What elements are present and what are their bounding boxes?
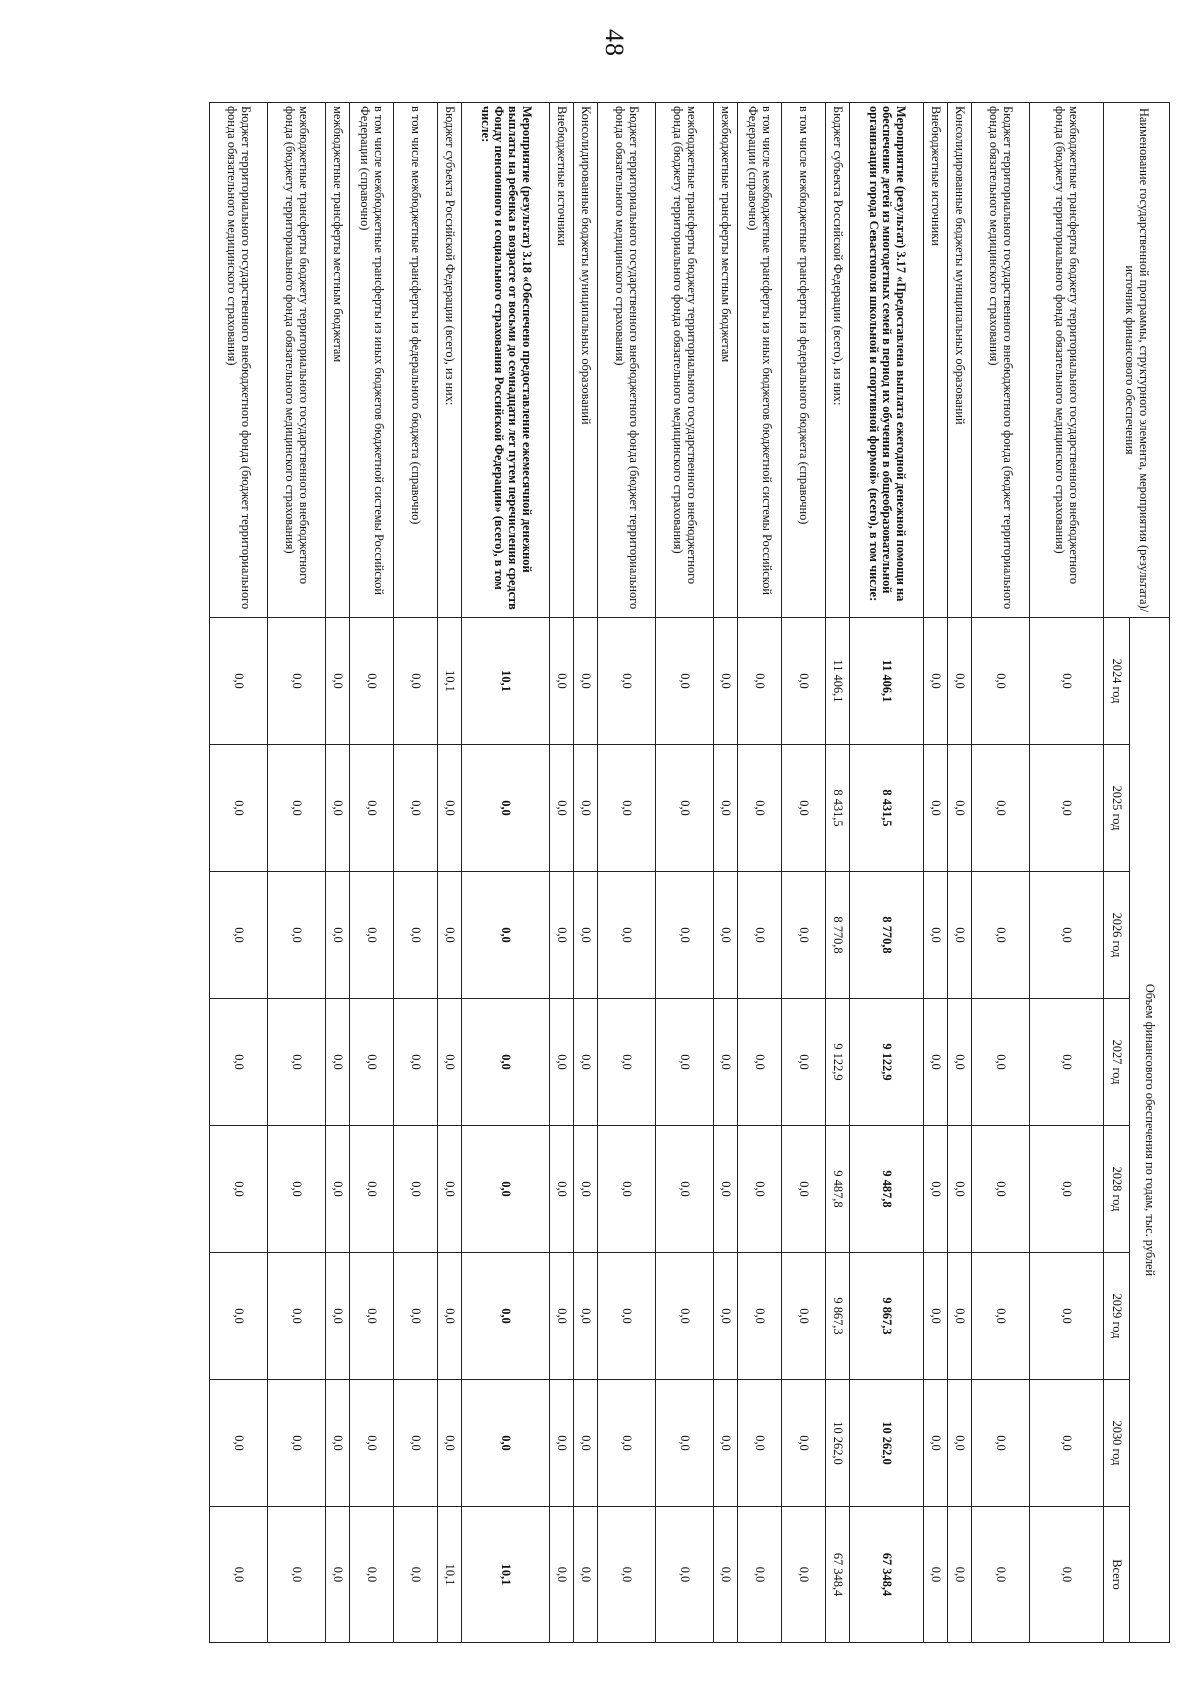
row-value-cell: 0,0 [394,999,438,1126]
row-value-cell: 0,0 [394,1380,438,1507]
row-value-cell: 0,0 [598,872,656,999]
row-total-cell: 67 348,4 [826,1507,850,1643]
row-name-cell: в том числе межбюджетные трансферты из иных бюджетов бюджетной системы Российской Федерации (справочно) [350,103,394,618]
row-value-cell: 0,0 [1030,999,1104,1126]
row-value-cell: 0,0 [462,1253,550,1380]
row-value-cell: 0,0 [438,745,462,872]
row-name-cell: Бюджет территориального государственного внебюджетного фонда (бюджет территориального фонда обязательного медицинского страхования) [598,103,656,618]
table-row [598,103,656,1643]
row-total-cell: 0,0 [210,1507,268,1643]
row-total-cell: 67 348,4 [850,1507,924,1643]
row-value-cell: 0,0 [972,1253,1030,1380]
row-name-cell: Бюджет субъекта Российской Федерации (всего), из них: [438,103,462,618]
row-value-cell: 0,0 [972,745,1030,872]
row-value-cell: 0,0 [656,999,714,1126]
table-row [326,103,350,1643]
row-value-cell: 0,0 [394,618,438,745]
row-value-cell: 0,0 [1030,1253,1104,1380]
row-value-cell: 0,0 [714,618,738,745]
row-value-cell: 0,0 [1030,1380,1104,1507]
row-value-cell: 0,0 [948,1380,972,1507]
row-value-cell: 0,0 [550,1253,574,1380]
row-value-cell: 0,0 [574,872,598,999]
row-value-cell: 0,0 [462,745,550,872]
row-value-cell: 0,0 [598,618,656,745]
row-value-cell: 0,0 [598,1380,656,1507]
row-value-cell: 0,0 [394,1253,438,1380]
row-name-cell: Бюджет территориального государственного внебюджетного фонда (бюджет территориального фонда обязательного медицинского страхования) [210,103,268,618]
row-value-cell: 0,0 [738,999,782,1126]
row-total-cell: 0,0 [550,1507,574,1643]
row-value-cell: 0,0 [1030,1126,1104,1253]
row-value-cell: 0,0 [210,745,268,872]
row-value-cell: 0,0 [924,1253,948,1380]
row-value-cell: 0,0 [972,1126,1030,1253]
row-value-cell: 0,0 [948,999,972,1126]
row-value-cell: 0,0 [656,1253,714,1380]
row-value-cell: 0,0 [714,745,738,872]
table-row [924,103,948,1643]
row-value-cell: 11 406,1 [826,618,850,745]
row-value-cell: 0,0 [738,1380,782,1507]
row-value-cell: 10 262,0 [826,1380,850,1507]
table-row [782,103,826,1643]
row-value-cell: 0,0 [924,745,948,872]
table-row [656,103,714,1643]
row-value-cell: 0,0 [268,1253,326,1380]
row-name-cell: межбюджетные трансферты местным бюджетам [714,103,738,618]
row-value-cell: 0,0 [438,1126,462,1253]
row-total-cell: 0,0 [924,1507,948,1643]
row-total-cell: 0,0 [574,1507,598,1643]
row-value-cell: 0,0 [438,872,462,999]
row-value-cell: 0,0 [268,1380,326,1507]
finance-table [209,102,1170,1643]
row-name-cell: Бюджет территориального государственного внебюджетного фонда (бюджет территориального фонда обязательного медицинского страхования) [972,103,1030,618]
row-name-cell: межбюджетные трансферты бюджету территориального государственного внебюджетного фонда (бюджету территориального фонда обязательного медицинского страхования) [656,103,714,618]
table-row [826,103,850,1643]
row-value-cell: 0,0 [462,1126,550,1253]
table-row [550,103,574,1643]
row-value-cell: 0,0 [574,618,598,745]
row-value-cell: 9 487,8 [850,1126,924,1253]
table-row [850,103,924,1643]
row-value-cell: 0,0 [656,1380,714,1507]
row-value-cell: 0,0 [326,745,350,872]
row-value-cell: 0,0 [948,872,972,999]
row-value-cell: 0,0 [462,999,550,1126]
row-value-cell: 0,0 [550,999,574,1126]
row-name-cell: в том числе межбюджетные трансферты из федерального бюджета (справочно) [394,103,438,618]
row-value-cell: 8 431,5 [826,745,850,872]
row-value-cell: 0,0 [438,1380,462,1507]
header-year-2026: 2026 год [1104,872,1130,999]
row-value-cell: 9 487,8 [826,1126,850,1253]
row-value-cell: 0,0 [738,1126,782,1253]
header-year-2024: 2024 год [1104,618,1130,745]
row-value-cell: 0,0 [350,745,394,872]
row-total-cell: 0,0 [350,1507,394,1643]
row-value-cell: 0,0 [210,872,268,999]
row-value-cell: 0,0 [268,1126,326,1253]
row-value-cell: 0,0 [598,999,656,1126]
row-total-cell: 0,0 [714,1507,738,1643]
row-value-cell: 0,0 [948,1253,972,1380]
header-year-2029: 2029 год [1104,1253,1130,1380]
row-value-cell: 0,0 [782,1253,826,1380]
row-name-cell: Мероприятие (результат) 3.18 «Обеспечено предоставление ежемесячной денежной выплаты на ребенка в возрасте от восьми до семнадцати лет путем перечисления средств Фонду пенсионного и социального страхования Российской Федерации» (всего), в том числе: [462,103,550,618]
row-value-cell: 0,0 [714,1380,738,1507]
row-value-cell: 0,0 [924,872,948,999]
row-value-cell: 0,0 [438,999,462,1126]
row-name-cell: в том числе межбюджетные трансферты из иных бюджетов бюджетной системы Российской Федерации (справочно) [738,103,782,618]
row-value-cell: 0,0 [738,618,782,745]
row-value-cell: 0,0 [350,618,394,745]
row-value-cell: 0,0 [574,1126,598,1253]
row-name-cell: Внебюджетные источники [924,103,948,618]
row-value-cell: 0,0 [924,618,948,745]
row-value-cell: 0,0 [326,872,350,999]
row-value-cell: 0,0 [656,618,714,745]
row-value-cell: 0,0 [350,1380,394,1507]
row-value-cell: 0,0 [924,1126,948,1253]
row-value-cell: 0,0 [394,745,438,872]
row-value-cell: 0,0 [598,1253,656,1380]
table-row [394,103,438,1643]
header-funding-group: Объем финансового обеспечения по годам, тыс. рублей [1130,618,1170,1643]
row-value-cell: 0,0 [714,999,738,1126]
table-row [438,103,462,1643]
table-row [738,103,782,1643]
row-value-cell: 10,1 [438,618,462,745]
row-value-cell: 0,0 [738,1253,782,1380]
table-row [714,103,738,1643]
table-row [1030,103,1104,1643]
finance-table-container [210,102,1170,1642]
row-value-cell: 0,0 [550,1126,574,1253]
row-value-cell: 0,0 [782,999,826,1126]
page-number: 48 [600,29,629,57]
row-value-cell: 0,0 [782,872,826,999]
row-total-cell: 0,0 [394,1507,438,1643]
header-total: Всего [1104,1507,1130,1643]
row-total-cell: 0,0 [656,1507,714,1643]
table-row [462,103,550,1643]
row-value-cell: 0,0 [326,1126,350,1253]
row-value-cell: 8 431,5 [850,745,924,872]
row-value-cell: 0,0 [574,745,598,872]
row-name-cell: в том числе межбюджетные трансферты из федерального бюджета (справочно) [782,103,826,618]
row-total-cell: 0,0 [972,1507,1030,1643]
row-value-cell: 0,0 [462,1380,550,1507]
row-total-cell: 0,0 [326,1507,350,1643]
row-value-cell: 0,0 [550,745,574,872]
row-value-cell: 0,0 [350,1126,394,1253]
row-value-cell: 0,0 [462,872,550,999]
row-value-cell: 0,0 [574,999,598,1126]
row-value-cell: 0,0 [972,618,1030,745]
row-name-cell: Мероприятие (результат) 3.17 «Предоставлена выплата ежегодной денежной помощи на обеспечение детей из многодетных семей в период их обучения в общеобразовательной организации города Севастополя школьной и спортивной формой» (всего), в том числе: [850,103,924,618]
table-row [948,103,972,1643]
row-value-cell: 0,0 [550,872,574,999]
row-total-cell: 0,0 [268,1507,326,1643]
table-row [350,103,394,1643]
table-row [268,103,326,1643]
row-value-cell: 0,0 [326,1253,350,1380]
row-value-cell: 0,0 [948,1126,972,1253]
row-value-cell: 0,0 [924,999,948,1126]
row-value-cell: 0,0 [210,999,268,1126]
header-name-column: Наименование государственной программы, структурного элемента, мероприятия (результата)/источник финансового обеспечения [1104,103,1170,618]
row-value-cell: 0,0 [326,1380,350,1507]
row-value-cell: 0,0 [210,1380,268,1507]
row-value-cell: 0,0 [1030,618,1104,745]
row-value-cell: 0,0 [1030,872,1104,999]
row-value-cell: 0,0 [574,1253,598,1380]
row-value-cell: 0,0 [394,872,438,999]
row-value-cell: 0,0 [350,1253,394,1380]
row-value-cell: 0,0 [550,1380,574,1507]
row-value-cell: 0,0 [394,1126,438,1253]
row-value-cell: 0,0 [738,745,782,872]
row-value-cell: 0,0 [656,745,714,872]
row-value-cell: 0,0 [350,999,394,1126]
row-value-cell: 0,0 [656,872,714,999]
row-value-cell: 0,0 [656,1126,714,1253]
header-year-2030: 2030 год [1104,1380,1130,1507]
row-value-cell: 0,0 [268,745,326,872]
row-value-cell: 0,0 [268,618,326,745]
row-value-cell: 0,0 [782,1126,826,1253]
row-value-cell: 9 867,3 [826,1253,850,1380]
row-value-cell: 0,0 [210,618,268,745]
row-value-cell: 0,0 [782,745,826,872]
row-name-cell: межбюджетные трансферты бюджету территориального государственного внебюджетного фонда (бюджету территориального фонда обязательного медицинского страхования) [268,103,326,618]
row-value-cell: 0,0 [550,618,574,745]
row-value-cell: 0,0 [598,745,656,872]
row-value-cell: 9 122,9 [826,999,850,1126]
table-row [972,103,1030,1643]
row-total-cell: 0,0 [598,1507,656,1643]
header-year-2025: 2025 год [1104,745,1130,872]
row-value-cell: 0,0 [972,999,1030,1126]
row-value-cell: 0,0 [210,1253,268,1380]
row-value-cell: 0,0 [738,872,782,999]
row-value-cell: 9 867,3 [850,1253,924,1380]
row-name-cell: Бюджет субъекта Российской Федерации (всего), из них: [826,103,850,618]
row-value-cell: 0,0 [574,1380,598,1507]
row-value-cell: 0,0 [210,1126,268,1253]
row-value-cell: 0,0 [350,872,394,999]
row-value-cell: 0,0 [1030,745,1104,872]
row-value-cell: 0,0 [714,1253,738,1380]
row-value-cell: 8 770,8 [826,872,850,999]
header-year-2028: 2028 год [1104,1126,1130,1253]
row-value-cell: 8 770,8 [850,872,924,999]
row-value-cell: 0,0 [438,1253,462,1380]
row-value-cell: 0,0 [948,618,972,745]
row-value-cell: 10,1 [462,618,550,745]
row-value-cell: 0,0 [598,1126,656,1253]
row-value-cell: 0,0 [972,872,1030,999]
row-name-cell: Внебюджетные источники [550,103,574,618]
rotated-page-area [210,102,1200,1642]
row-value-cell: 0,0 [972,1380,1030,1507]
row-total-cell: 10,1 [462,1507,550,1643]
row-value-cell: 0,0 [714,872,738,999]
row-value-cell: 0,0 [948,745,972,872]
row-name-cell: межбюджетные трансферты местным бюджетам [326,103,350,618]
row-value-cell: 9 122,9 [850,999,924,1126]
table-row [574,103,598,1643]
row-value-cell: 0,0 [326,999,350,1126]
table-row [210,103,268,1643]
row-total-cell: 0,0 [738,1507,782,1643]
row-name-cell: Консолидированные бюджеты муниципальных образований [948,103,972,618]
row-value-cell: 0,0 [268,872,326,999]
row-total-cell: 0,0 [948,1507,972,1643]
row-value-cell: 0,0 [268,999,326,1126]
row-value-cell: 0,0 [782,1380,826,1507]
row-total-cell: 10,1 [438,1507,462,1643]
row-value-cell: 0,0 [782,618,826,745]
row-value-cell: 11 406,1 [850,618,924,745]
header-year-2027: 2027 год [1104,999,1130,1126]
row-total-cell: 0,0 [782,1507,826,1643]
row-value-cell: 0,0 [714,1126,738,1253]
row-name-cell: межбюджетные трансферты бюджету территориального государственного внебюджетного фонда (бюджету территориального фонда обязательного медицинского страхования) [1030,103,1104,618]
row-total-cell: 0,0 [1030,1507,1104,1643]
row-name-cell: Консолидированные бюджеты муниципальных образований [574,103,598,618]
row-value-cell: 0,0 [924,1380,948,1507]
row-value-cell: 0,0 [326,618,350,745]
row-value-cell: 10 262,0 [850,1380,924,1507]
